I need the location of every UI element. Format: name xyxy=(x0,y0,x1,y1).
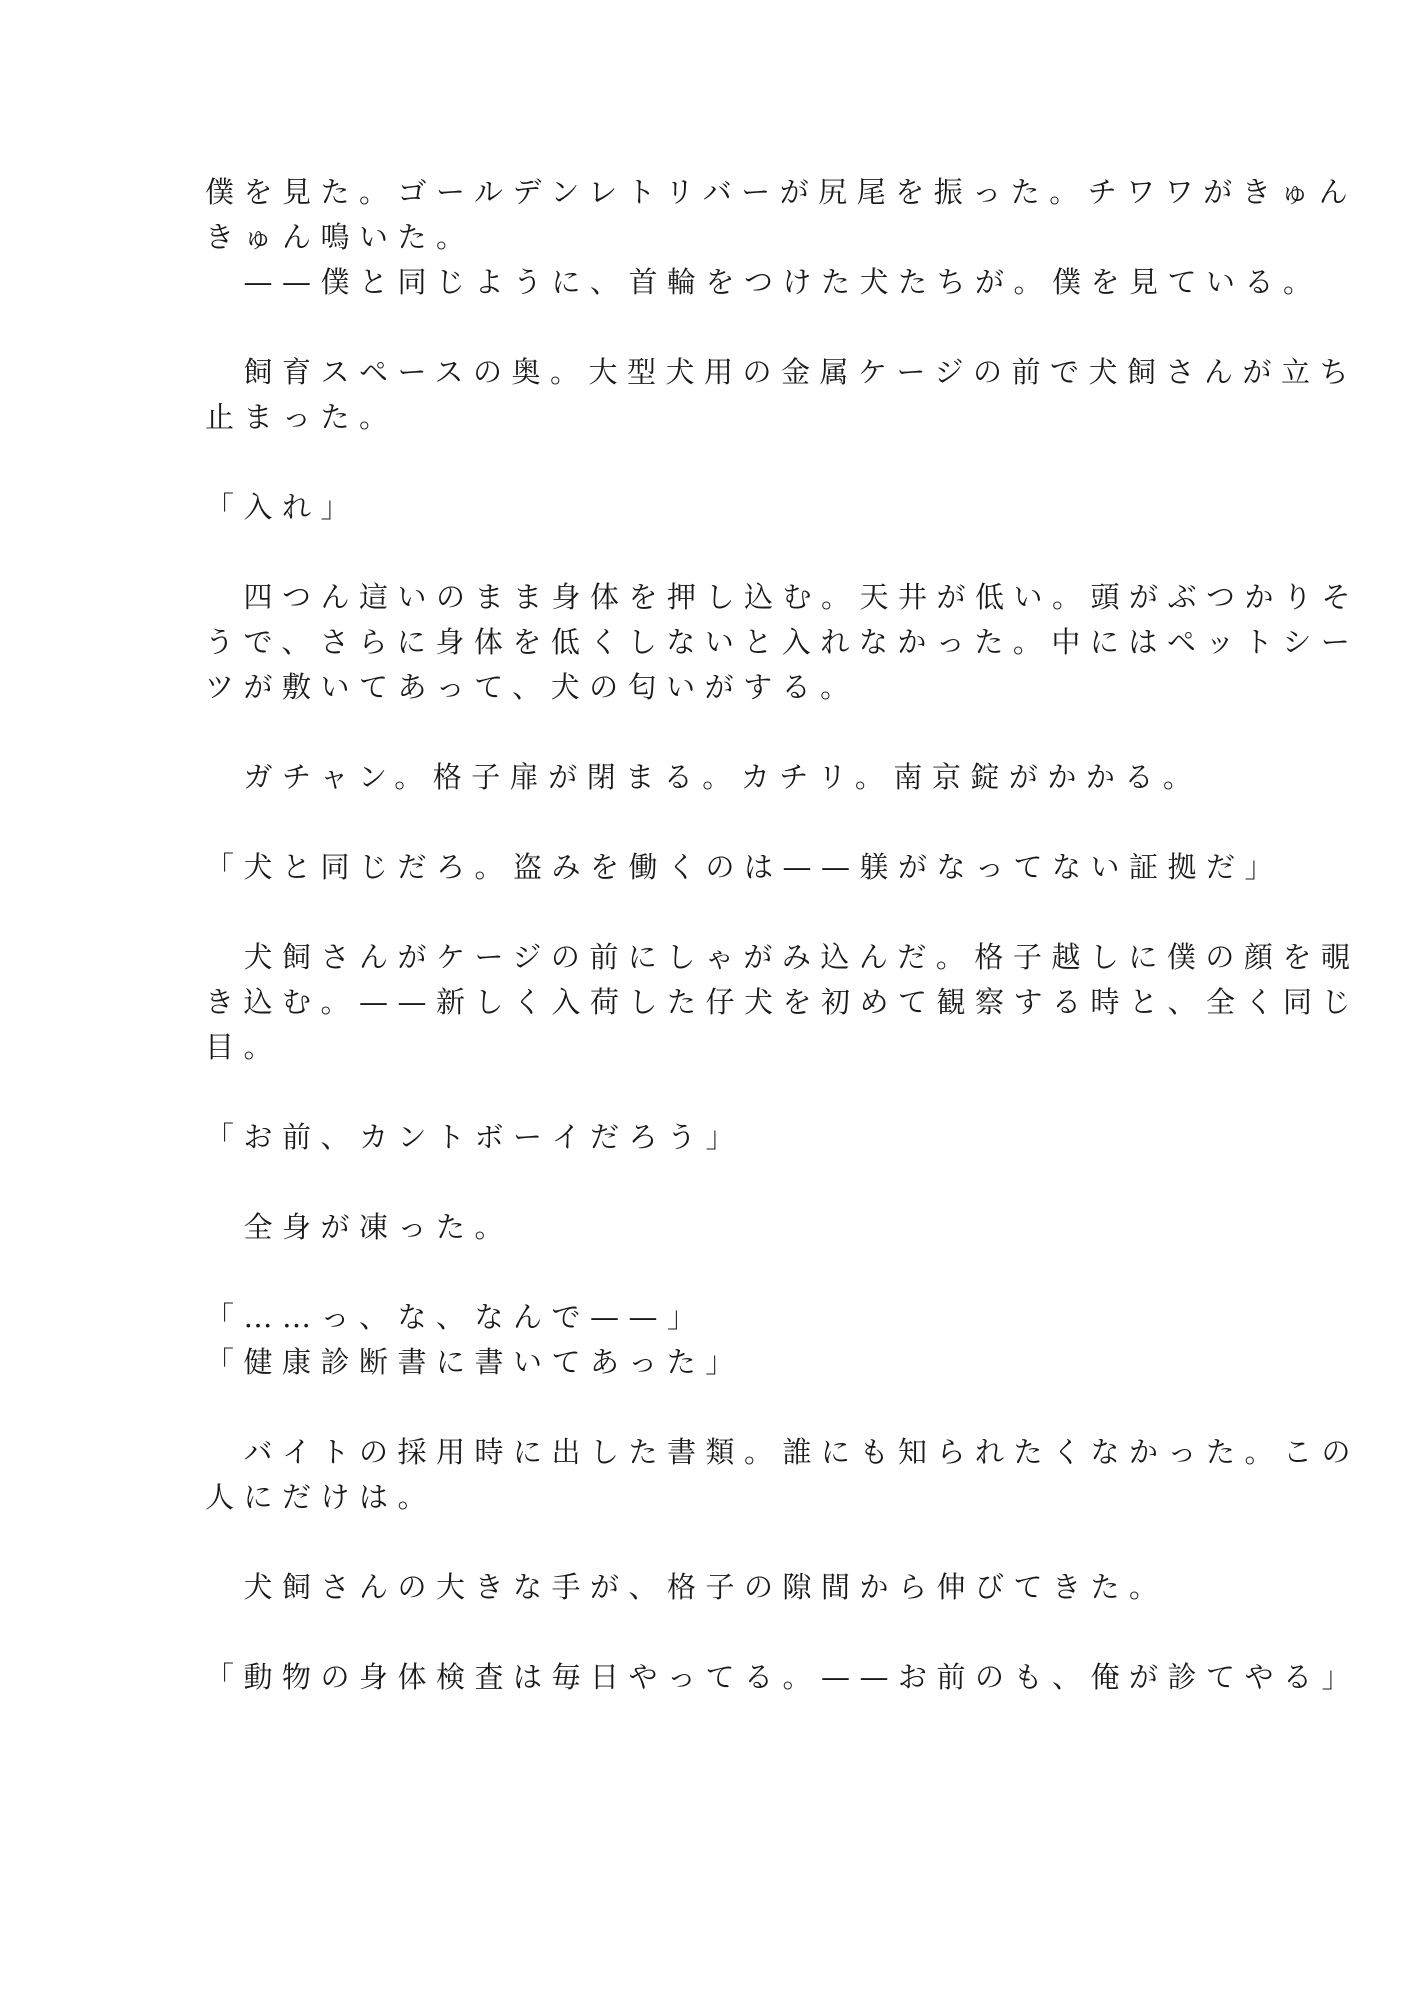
body-text xyxy=(205,170,1361,1700)
blank-line xyxy=(205,1610,1175,1655)
text-line: き込む。——新しく入荷した仔犬を初めて観察する時と、全く同じ xyxy=(205,985,1361,1019)
text-line: ガチャン。格子扉が閉まる。カチリ。南京錠がかかる。 xyxy=(205,760,1202,794)
blank-line xyxy=(205,1070,1175,1115)
blank-line xyxy=(205,1385,1175,1430)
blank-line xyxy=(205,305,1175,350)
text-line: 飼育スペースの奥。大型犬用の金属ケージの前で犬飼さんが立ち xyxy=(205,355,1358,389)
blank-line xyxy=(205,710,1175,755)
text-line: 犬飼さんがケージの前にしゃがみ込んだ。格子越しに僕の顔を覗 xyxy=(205,940,1360,974)
text-line: 全身が凍った。 xyxy=(205,1210,514,1244)
blank-line xyxy=(205,800,1175,845)
text-line: 犬飼さんの大きな手が、格子の隙間から伸びてきた。 xyxy=(205,1570,1168,1604)
text-line: 目。 xyxy=(205,1030,283,1064)
text-line: 「犬と同じだろ。盗みを働くのは——躾がなってない証拠だ」 xyxy=(205,850,1284,884)
blank-line xyxy=(205,890,1175,935)
blank-line xyxy=(205,530,1175,575)
text-line: 「健康診断書に書いてあった」 xyxy=(205,1345,744,1379)
text-line: 「入れ」 xyxy=(205,490,360,524)
blank-line xyxy=(205,1520,1175,1565)
blank-line xyxy=(205,440,1175,485)
text-line: うで、さらに身体を低くしないと入れなかった。中にはペットシー xyxy=(205,625,1360,659)
text-line: 僕を見た。ゴールデンレトリバーが尻尾を振った。チワワがきゅん xyxy=(205,175,1358,209)
text-line: 人にだけは。 xyxy=(205,1480,437,1514)
blank-line xyxy=(205,1160,1175,1205)
text-line: 「動物の身体検査は毎日やってる。——お前のも、俺が診てやる」 xyxy=(205,1660,1361,1694)
text-line: 止まった。 xyxy=(205,400,398,434)
blank-line xyxy=(205,1250,1175,1295)
text-line: 四つん這いのまま身体を押し込む。天井が低い。頭がぶつかりそ xyxy=(205,580,1361,614)
text-line: 「……っ、な、なんで——」 xyxy=(205,1300,706,1334)
text-line: ——僕と同じように、首輪をつけた犬たちが。僕を見ている。 xyxy=(205,265,1322,299)
text-line: きゅん鳴いた。 xyxy=(205,220,475,254)
text-line: バイトの採用時に出した書類。誰にも知られたくなかった。この xyxy=(205,1435,1361,1469)
text-line: ツが敷いてあって、犬の匂いがする。 xyxy=(205,670,859,704)
text-line: 「お前、カントボーイだろう」 xyxy=(205,1120,745,1154)
